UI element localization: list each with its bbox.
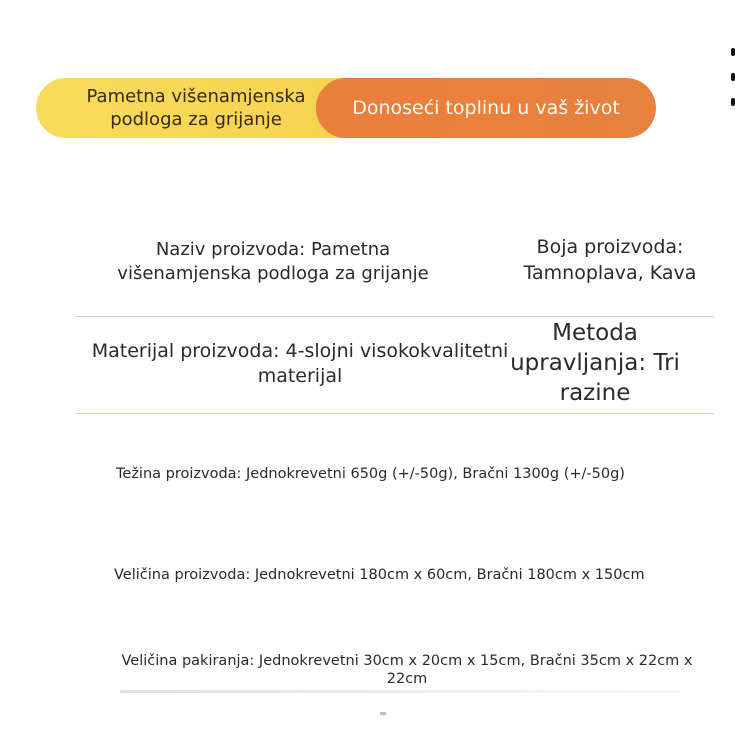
spec-product-color: Boja proizvoda: Tamnoplava, Kava [523,236,697,284]
product-title-pill [36,78,356,138]
spec-control-method: Metoda upravljanja: Tri razine [510,320,680,406]
spec-product-name: Naziv proizvoda: Pametna višenamjenska podloga za grijanje [117,239,429,284]
spec-size: Veličina proizvoda: Jednokrevetni 180cm x 60cm, Bračni 180cm x 150cm [114,567,645,583]
spec-divider [76,316,714,317]
header-banner [36,78,656,138]
spec-weight: Težina proizvoda: Jednokrevetni 650g (+/-50g), Bračni 1300g (+/-50g) [116,466,625,482]
cropped-text-remnant [380,712,386,715]
edge-mark [731,98,735,106]
slogan-text: Donoseći toplinu u vaš život [352,97,620,119]
cropped-text-remnant [120,690,680,693]
spec-material: Materijal proizvoda: 4-slojni visokokvalitetni materijal [91,340,509,387]
product-title-text: Pametna višenamjenska podloga za grijanje [86,86,306,130]
slogan-pill [316,78,656,138]
spec-divider [76,413,714,414]
spec-packaging-size: Veličina pakiranja: Jednokrevetni 30cm x 20cm x 15cm, Bračni 35cm x 22cm x 22cm [121,653,693,687]
edge-mark [731,73,735,81]
edge-marks [729,48,735,123]
edge-mark [731,48,735,56]
